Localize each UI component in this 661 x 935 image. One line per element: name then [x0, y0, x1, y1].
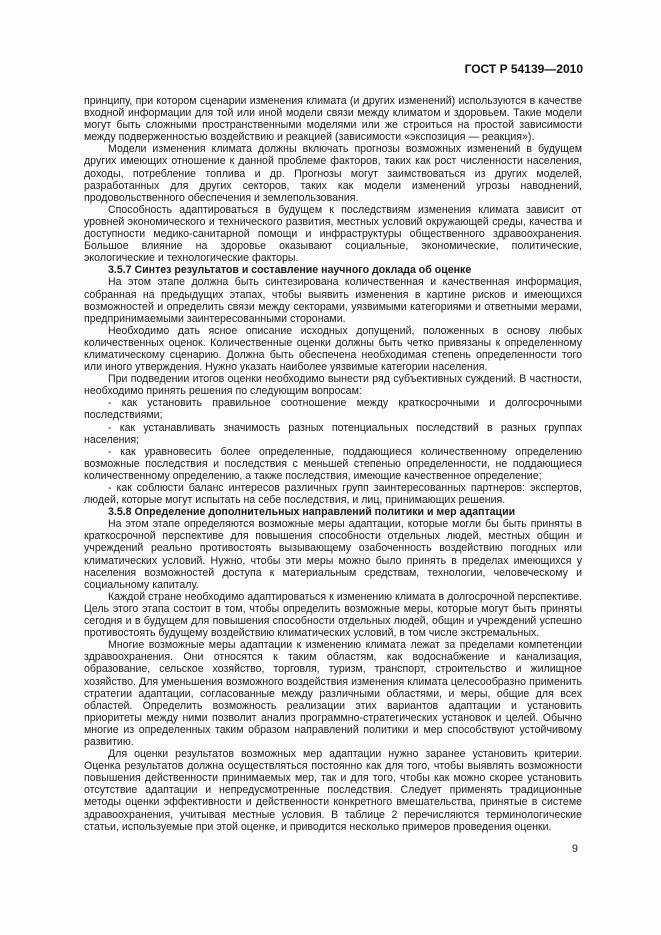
paragraph: Многие возможные меры адаптации к изменению климата лежат за пределами компетенции здравоохранения. Они относятся к таким областям, как водоснабжение и канализация, образование, сельское хозяйство, торговля, туризм, транспорт, строительство и жилищное хозяйство. Для уменьшения возможного воздействия изменения климата целесообразно применить стратегии адаптации, согласованные между различными областями, и меры, общие для всех областей. Определить возможность реализации этих вариантов адаптации и установить приоритеты между ними позволит анализ программно-стратегических установок и целей. Обычно многие из определенных таким образом направлений политики и мер способствуют устойчивому развитию. — [84, 639, 582, 748]
paragraph: На этом этапе определяются возможные меры адаптации, которые могли бы быть приняты в краткосрочной перспективе для повышения способности отдельных людей, местных общин и учреждений реально противостоять вызывающему озабоченность воздействию погодных или климатических условий. Нужно, чтобы эти меры можно было принять в пределах имеющихся у населения возможностей доступа к материальным средствам, технологии, человеческому и социальному капиталу. — [84, 518, 582, 591]
standard-code-header: ГОСТ Р 54139—2010 — [464, 62, 583, 76]
list-item: - как уравновесить более определенные, поддающиеся количественному определению возможные последствия и последствия с меньшей степенью определенности, не поддающиеся количественному определению, а также последствия, имеющие качественное определение; — [84, 445, 582, 482]
list-item: - как установить правильное соотношение между краткосрочными и долгосрочными последствиями; — [84, 397, 582, 422]
page-number: 9 — [571, 843, 578, 855]
paragraph: Модели изменения климата должны включать прогнозы возможных изменений в будущем других имеющих отношение к данной проблеме факторов, таких как рост численности населения, доходы, потребление топлива и др. Прогнозы могут заимствоваться из других моделей, разработанных для других секторов, таких как модели изменений угрозы наводнений, продовольственного обеспечения и землепользования. — [84, 143, 582, 204]
paragraph: На этом этапе должна быть синтезирована количественная и качественная информация, собранная на предыдущих этапах, чтобы выявить изменения в картине рисков и имеющихся возможностей и определить связи между секторами, уязвимыми категориями и ответными мерами, предпринимаемыми заинтересованными сторонами. — [84, 276, 582, 325]
list-item: - как устанавливать значимость разных потенциальных последствий в разных группах населения; — [84, 421, 582, 446]
paragraph: При подведении итогов оценки необходимо вынести ряд субъективных суждений. В частности, необходимо принять решения по следующим вопросам: — [84, 373, 582, 398]
paragraph: Каждой стране необходимо адаптироваться к изменению климата в долгосрочной перспективе. Цель этого этапа состоит в том, чтобы определить возможные меры, которые могут быть приняты сегодня и в будущем для повышения способности отдельных людей, общин и учреждений успешно противостоять будущему воздействию климатических условий, в том числе экстремальных. — [84, 590, 582, 640]
paragraph: Способность адаптироваться в будущем к последствиям изменения климата зависит от уровней экономического и технического развития, местных условий окружающей среды, качества и доступности медико-санитарной помощи и инфраструктуры общественного здравоохранения. Большое влияние на здоровье оказывают социальные, экономические, политические, экологические и технологические факторы. — [84, 203, 582, 265]
list-item: - как соблюсти баланс интересов различных групп заинтересованных партнеров: экспертов, людей, которые могут испытать на себе последствия, и лиц, принимающих решения. — [84, 482, 582, 507]
paragraph: принципу, при котором сценарии изменения климата (и других изменений) используются в качестве входной информации для той или иной модели связи между климатом и здоровьем. Такие модели могут быть сложными пространственными моделями или же строиться на простой зависимости между подверженностью воздействию и реакцией (зависимости «экспозиция — реакция»). — [84, 95, 582, 144]
document-body — [84, 95, 582, 833]
section-heading: 3.5.8 Определение дополнительных направлений политики и мер адаптации — [108, 506, 516, 519]
paragraph: Необходимо дать ясное описание исходных допущений, положенных в основу любых количественных оценок. Количественные оценки должны быть четко привязаны к определенному климатическому сценарию. Должна быть обеспечена необходимая степень определенности того или иного утверждения. Нужно указать наиболее уязвимые категории населения. — [84, 324, 582, 374]
section-heading: 3.5.7 Синтез результатов и составление научного доклада об оценке — [108, 264, 472, 277]
paragraph: Для оценки результатов возможных мер адаптации нужно заранее установить критерии. Оценка результатов должна осуществляться постоянно как для того, чтобы выявлять возможности повышения действенности принимаемых мер, так и для того, чтобы как можно скорее установить отсутствие адаптации и непредусмотренные последствия. Следует применять традиционные методы оценки эффективности и действенности конкретного вмешательства, принятые в системе здравоохранения, учитывая местные условия. В таблице 2 перечисляются терминологические статьи, используемые при этой оценке, и приводится несколько примеров проведения оценки. — [84, 748, 582, 833]
